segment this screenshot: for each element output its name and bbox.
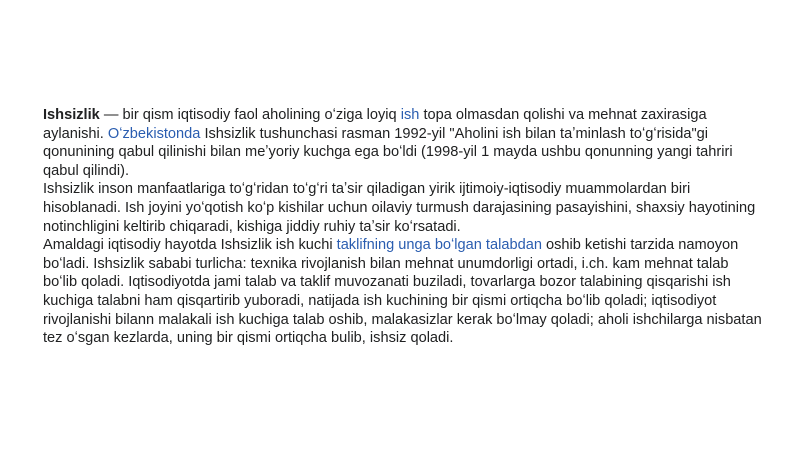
link-ish[interactable]: ish [400,107,420,123]
paragraph-text: — bir qism iqtisodiy faol aholining oʻziga loyiq [99,107,401,123]
paragraph-definition [43,106,763,180]
article-body [43,106,763,348]
paragraph-text: Amaldagi iqtisodiy hayotda Ishsizlik ish kuchi [43,237,337,254]
link-uzbekistan[interactable]: Oʻzbekistonda [107,125,201,142]
paragraph-text: Ishsizlik tushunchasi rasman 1992-yil "Aholini ish bilan taʼminlash toʻgʻrisida"gi qonunining qabul qilinishi bilan meʼyoriy kuchga ega boʻldi (1998-yil 1 mayda ushbu qonunning yangi tahriri qabul qilindi). [43,125,733,179]
link-supply-demand[interactable]: taklifning unga boʻlgan talabdan [336,237,542,254]
paragraph-causes [43,236,763,348]
paragraph-text: oshib ketishi tarzida namoyon boʻladi. Ishsizlik sababi turlicha: texnika rivojlanish bilan mehnat unumdorligi ortadi, i.ch. kam mehnat talab boʻlib qoladi. Iqtisodiyotda jami talab va taklif muvozanati buziladi, tovarlarga bozor talabining qisqarishi ish kuchiga talabni ham qisqartirib yuboradi, natijada ish kuchining bir qismi ortiqcha boʻlib qoladi; iqtisodiyot rivojlanishi bilann malakali ish kuchiga talab oshib, malakasizlar kerak boʻlmay qoladi; aholi ishchilarga nisbatan tez oʻsgan kezlarda, uning bir qismi ortiqcha bulib, ishsiz qoladi. [43,237,762,347]
term-heading: Ishsizlik [43,107,100,123]
paragraph-text: topa olmasdan qolishi va mehnat zaxirasiga aylanishi. [43,107,707,142]
paragraph-impact: Ishsizlik inson manfaatlariga toʻgʻridan toʻgʻri taʼsir qiladigan yirik ijtimoiy-iqtisodiy muammolardan biri hisoblanadi. Ish joyini yoʻqotish koʻp kishilar uchun oilaviy turmush darajasining pasayishini, shaxsiy hayotining notinchligini keltirib chiqaradi, kishiga jiddiy ruhiy taʼsir koʻrsatadi. [43,181,756,235]
